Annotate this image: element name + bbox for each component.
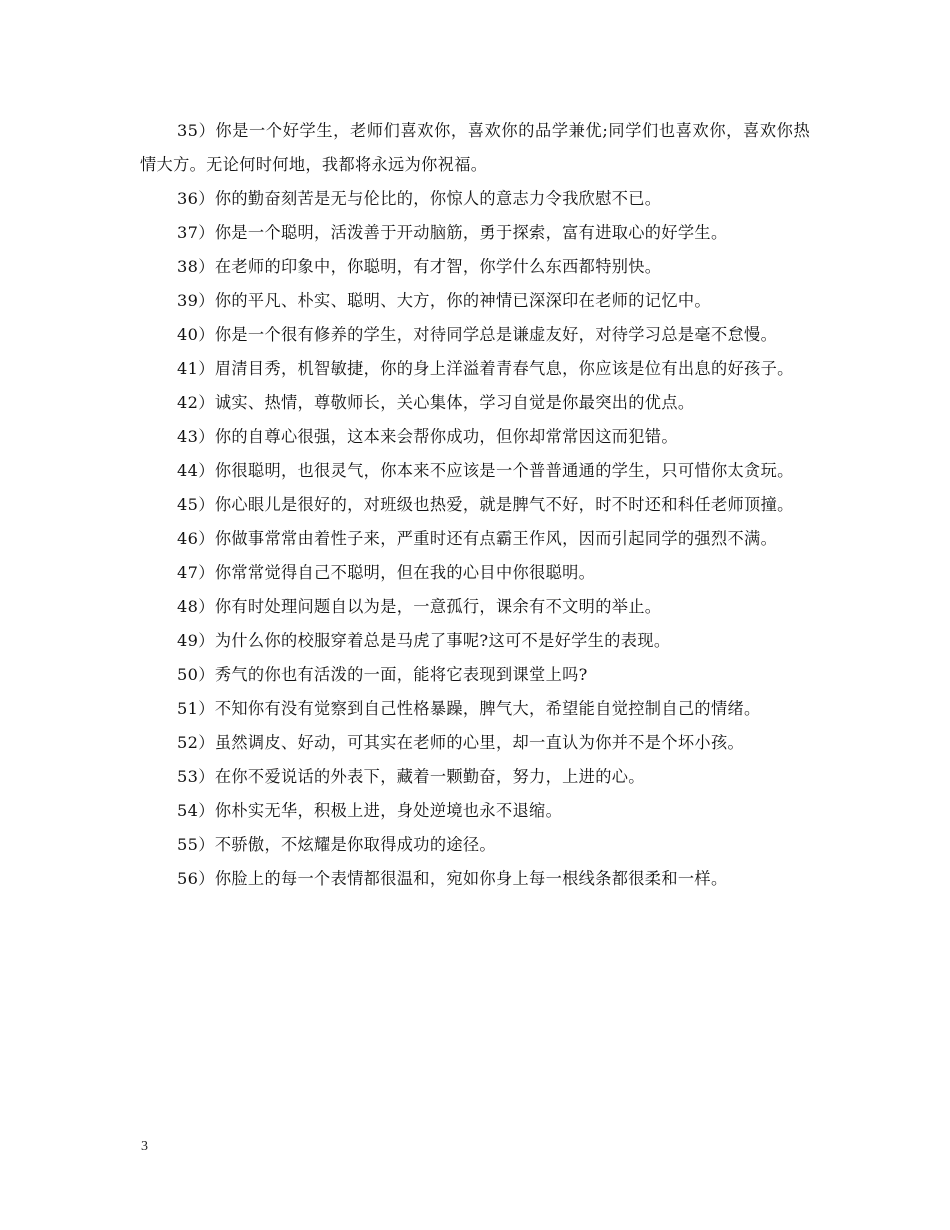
comment-paragraph: 44）你很聪明，也很灵气，你本来不应该是一个普普通通的学生，只可惜你太贪玩。: [177, 461, 794, 480]
comment-paragraph: 52）虽然调皮、好动，可其实在老师的心里，却一直认为你并不是个坏小孩。: [177, 733, 745, 752]
comment-paragraph: 54）你朴实无华，积极上进，身处逆境也永不退缩。: [177, 801, 563, 820]
comment-paragraph: 42）诚实、热情，尊敬师长，关心集体，学习自觉是你最突出的优点。: [177, 393, 695, 412]
comment-paragraph: 45）你心眼儿是很好的，对班级也热爱，就是脾气不好，时不时还和科任老师顶撞。: [177, 495, 794, 514]
comment-paragraph: 53）在你不爱说话的外表下，藏着一颗勤奋，努力，上进的心。: [177, 767, 645, 786]
document-body: [140, 114, 810, 896]
comment-paragraph: 36）你的勤奋刻苦是无与伦比的，你惊人的意志力令我欣慰不已。: [177, 189, 662, 208]
comment-paragraph: 55）不骄傲，不炫耀是你取得成功的途径。: [177, 835, 496, 854]
comment-paragraph: 48）你有时处理问题自以为是，一意孤行，课余有不文明的举止。: [177, 597, 662, 616]
comment-paragraph: 37）你是一个聪明，活泼善于开动脑筋，勇于探索，富有进取心的好学生。: [177, 223, 728, 242]
comment-paragraph: 56）你脸上的每一个表情都很温和，宛如你身上每一根线条都很柔和一样。: [177, 869, 728, 888]
comment-paragraph: 41）眉清目秀，机智敏捷，你的身上洋溢着青春气息，你应该是位有出息的好孩子。: [177, 359, 794, 378]
comment-paragraph: 40）你是一个很有修养的学生，对待同学总是谦虚友好，对待学习总是毫不怠慢。: [177, 325, 778, 344]
comment-paragraph: 43）你的自尊心很强，这本来会帮你成功，但你却常常因这而犯错。: [177, 427, 678, 446]
page-number: 3: [141, 1139, 148, 1154]
comment-paragraph: 50）秀气的你也有活泼的一面，能将它表现到课堂上吗?: [177, 665, 588, 684]
comment-paragraph: 47）你常常觉得自己不聪明，但在我的心目中你很聪明。: [177, 563, 596, 582]
comment-paragraph: 49）为什么你的校服穿着总是马虎了事呢?这可不是好学生的表现。: [177, 631, 671, 650]
comment-paragraph: 35）你是一个好学生，老师们喜欢你，喜欢你的品学兼优;同学们也喜欢你，喜欢你热情大方。无论何时何地，我都将永远为你祝福。: [140, 121, 810, 174]
comment-paragraph: 38）在老师的印象中，你聪明，有才智，你学什么东西都特别快。: [177, 257, 662, 276]
comment-paragraph: 39）你的平凡、朴实、聪明、大方，你的神情已深深印在老师的记忆中。: [177, 291, 711, 310]
comment-paragraph: 46）你做事常常由着性子来，严重时还有点霸王作风，因而引起同学的强烈不满。: [177, 529, 778, 548]
comment-paragraph: 51）不知你有没有觉察到自己性格暴躁，脾气大，希望能自觉控制自己的情绪。: [177, 699, 761, 718]
